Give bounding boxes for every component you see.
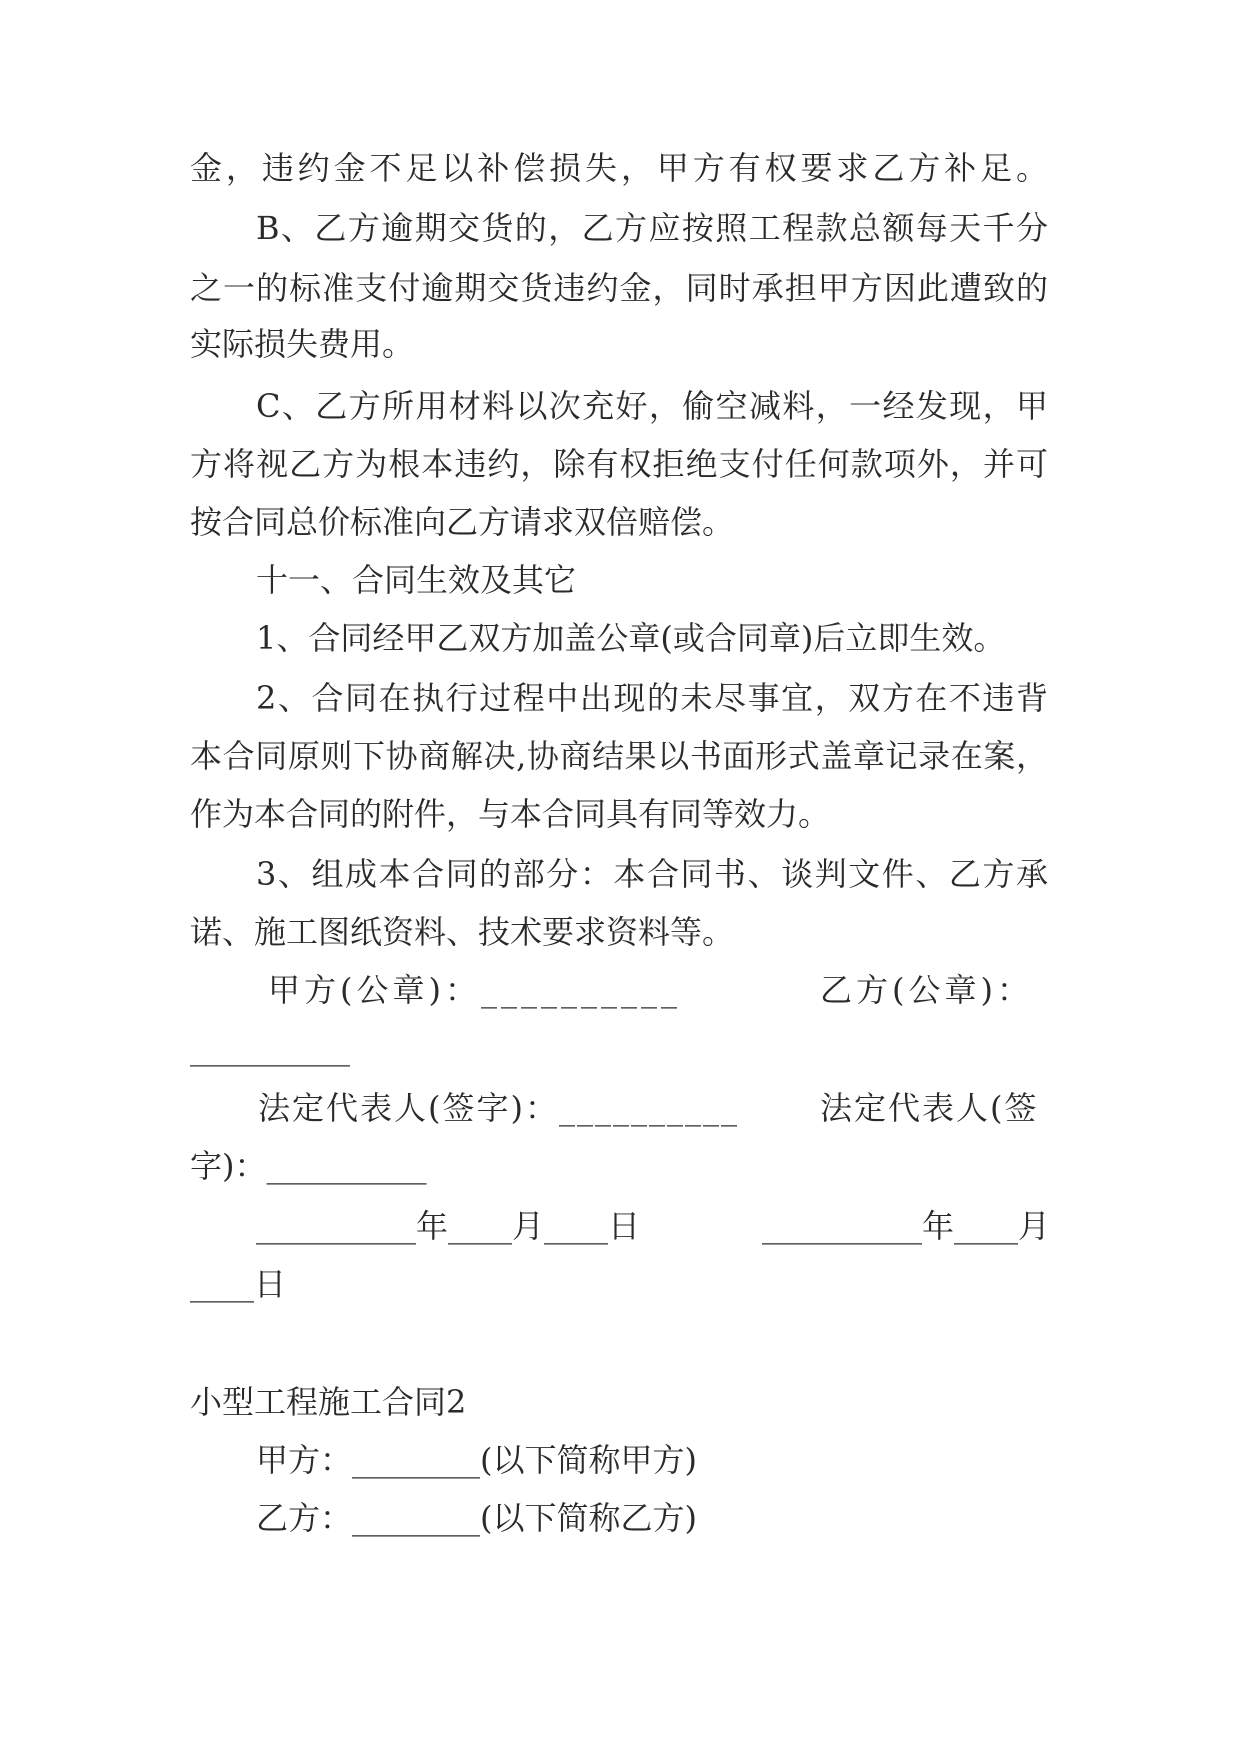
paragraph-line: B、乙方逾期交货的，乙方应按照工程款总额每天千分 [256, 209, 1048, 247]
paragraph-line: 3、组成本合同的部分：本合同书、谈判文件、乙方承 [256, 855, 1048, 893]
paragraph-line: 实际损失费用。 [190, 325, 415, 363]
contract-2-party-b: 乙方：________(以下简称乙方) [256, 1499, 697, 1537]
paragraph-line: 金，违约金不足以补偿损失，甲方有权要求乙方补足。 [190, 149, 1048, 187]
paragraph-line: 之一的标准支付逾期交货违约金，同时承担甲方因此遭致的 [190, 269, 1048, 307]
date-a: __________年____月____日 [256, 1207, 641, 1245]
section-heading: 十一、合同生效及其它 [256, 561, 577, 599]
party-b-seal-blank: __________ [190, 1029, 350, 1067]
paragraph-line: 诺、施工图纸资料、技术要求资料等。 [190, 913, 735, 951]
date-b: __________年____月 [762, 1207, 1051, 1245]
contract-2-party-a: 甲方：________(以下简称甲方) [256, 1441, 697, 1479]
party-a-seal: 甲方(公章)：__________ [268, 971, 681, 1009]
date-b-cont: ____日 [190, 1265, 287, 1303]
paragraph-line: 方将视乙方为根本违约，除有权拒绝支付任何款项外，并可 [190, 445, 1048, 483]
contract-2-title: 小型工程施工合同2 [190, 1383, 467, 1421]
legal-rep-a: 法定代表人(签字)：__________ [258, 1089, 739, 1127]
party-b-seal: 乙方(公章)： [820, 971, 1033, 1009]
paragraph-line: C、乙方所用材料以次充好，偷空减料，一经发现，甲 [256, 387, 1048, 425]
paragraph-line: 1、合同经甲乙双方加盖公章(或合同章)后立即生效。 [256, 619, 1006, 657]
paragraph-line: 2、合同在执行过程中出现的未尽事宜，双方在不违背 [256, 679, 1048, 717]
paragraph-line: 作为本合同的附件，与本合同具有同等效力。 [190, 795, 831, 833]
legal-rep-b: 法定代表人(签 [820, 1089, 1039, 1127]
paragraph-line: 按合同总价标准向乙方请求双倍赔偿。 [190, 503, 735, 541]
paragraph-line: 本合同原则下协商解决,协商结果以书面形式盖章记录在案， [190, 737, 1048, 775]
legal-rep-b-cont: 字)：__________ [190, 1147, 427, 1185]
